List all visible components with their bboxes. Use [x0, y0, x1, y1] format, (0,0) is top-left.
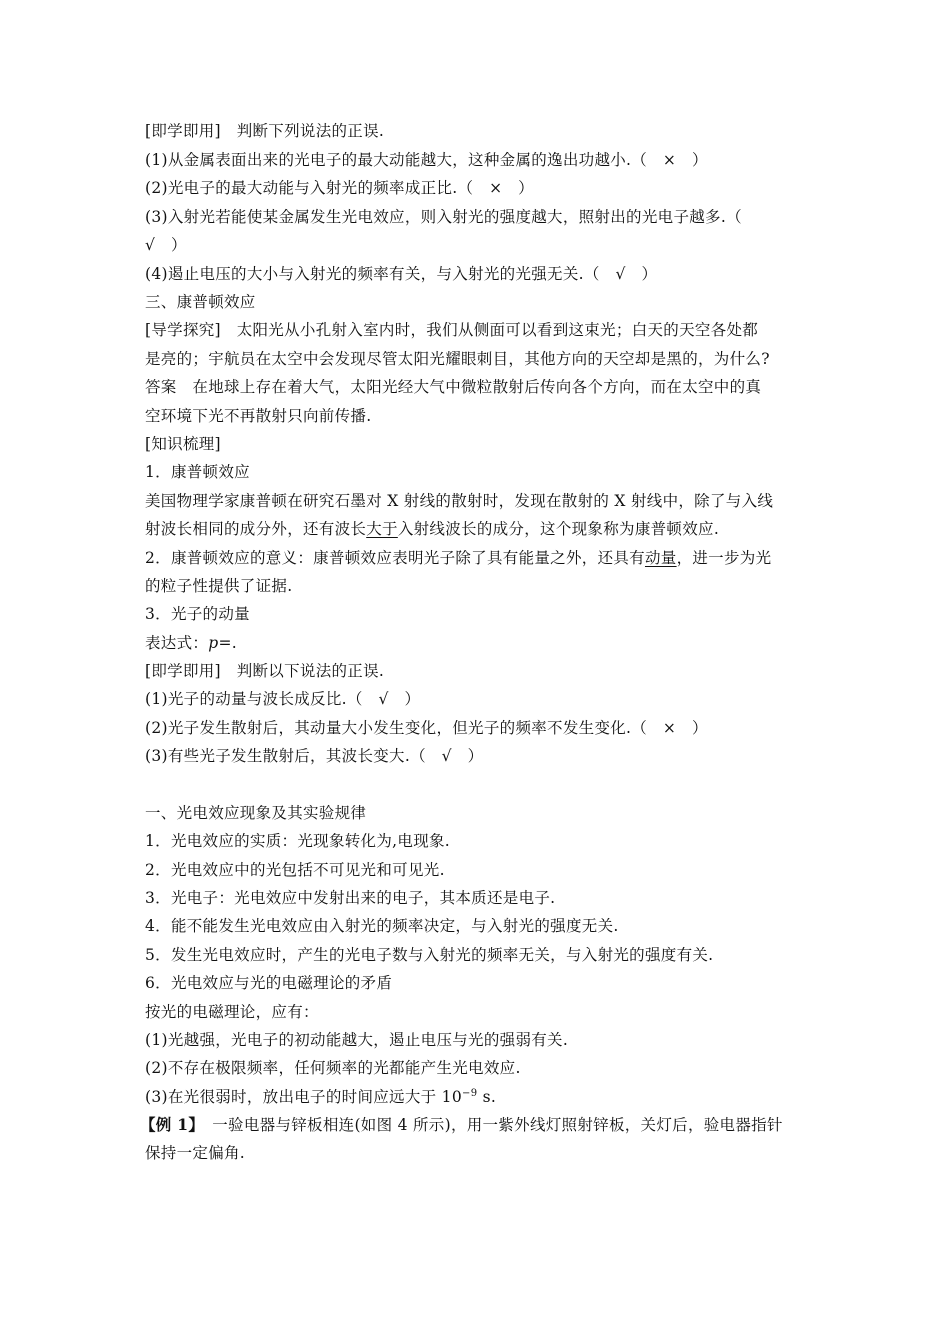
compton-significance-line-1: [145, 548, 825, 568]
rule-item-4: 4．能不能发生光电效应由入射光的频率决定，与入射光的强度无关.: [145, 917, 619, 935]
momentum-expression: [145, 633, 825, 653]
em-theory-item-3: [145, 1087, 825, 1107]
rule-item-2: 2．光电效应中的光包括不可见光和可见光.: [145, 861, 445, 879]
text-run: 2．康普顿效应的意义：康普顿效应表明光子除了具有能量之外，还具有: [145, 549, 645, 567]
judgement-item-7: (3)有些光子发生散射后，其波长变大.（ √ ）: [145, 747, 484, 765]
judgement-item-4: (4)遏止电压的大小与入射光的频率有关，与入射光的光强无关.（ √ ）: [145, 265, 658, 283]
judgement-item-3: (3)入射光若能使某金属发生光电效应，则入射光的强度越大，照射出的光电子越多.（: [145, 208, 742, 226]
example-1-line-1: [140, 1115, 820, 1135]
example-label: 【例 1】: [140, 1115, 197, 1134]
section-heading-photoelectric: 一、光电效应现象及其实验规律: [145, 804, 367, 822]
text-run: =.: [218, 634, 237, 652]
section-heading-compton: 三、康普顿效应: [145, 293, 256, 311]
answer-line-2: 空环境下光不再散射只向前传播.: [145, 407, 372, 425]
guided-inquiry-line-1: [导学探究] 太阳光从小孔射入室内时，我们从侧面可以看到这束光；白天的天空各处都: [145, 321, 759, 339]
judgement-item-3-answer: √ ）: [145, 236, 187, 254]
answer-line-1: 答案 在地球上存在着大气，太阳光经大气中微粒散射后传向各个方向，而在太空中的真: [145, 378, 762, 396]
subheading-photon-momentum: 3．光子的动量: [145, 605, 250, 623]
text-run: 入射线波长的成分，这个现象称为康普顿效应.: [397, 520, 720, 538]
em-theory-item-2: (2)不存在极限频率，任何频率的光都能产生光电效应.: [145, 1059, 521, 1077]
rule-item-3: 3．光电子：光电效应中发射出来的电子，其本质还是电子.: [145, 889, 556, 907]
judgement-item-2: (2)光电子的最大动能与入射光的频率成正比.（ × ）: [145, 179, 534, 197]
compton-paragraph-line-2: [145, 519, 825, 539]
compton-paragraph-line-1: 美国物理学家康普顿在研究石墨对 X 射线的散射时，发现在散射的 X 射线中，除了与入线: [145, 492, 774, 510]
compton-significance-line-2: 的粒子性提供了证据.: [145, 577, 293, 595]
example-1-line-2: 保持一定偏角.: [145, 1144, 246, 1162]
text-run: 表达式：: [145, 634, 209, 652]
judgement-item-1: (1)从金属表面出来的光电子的最大动能越大，这种金属的逸出功越小.（ × ）: [145, 151, 708, 169]
exponent: −9: [462, 1087, 478, 1099]
subheading-compton-effect: 1．康普顿效应: [145, 463, 250, 481]
blank-answer-momentum: 动量: [644, 549, 677, 567]
text-run: 射波长相同的成分外，还有波长: [145, 520, 367, 538]
guided-inquiry-line-2: 是亮的；宇航员在太空中会发现尽管太阳光耀眼刺目，其他方向的天空却是黑的，为什么?: [145, 350, 770, 368]
knowledge-heading: [知识梳理]: [145, 435, 221, 453]
text-run: s.: [477, 1088, 497, 1106]
text-run: 一验电器与锌板相连(如图 4 所示)，用一紫外线灯照射锌板，关灯后，验电器指针: [196, 1116, 783, 1134]
rule-item-1: 1．光电效应的实质：光现象转化为,电现象.: [145, 832, 451, 850]
text-run: ，进一步为光: [676, 549, 772, 567]
judgement-item-5: (1)光子的动量与波长成反比.（ √ ）: [145, 690, 421, 708]
text-run: (3)在光很弱时，放出电子的时间应远大于 10: [145, 1088, 463, 1106]
symbol-p: p: [208, 634, 219, 652]
practice-heading-1: [即学即用] 判断下列说法的正误.: [145, 122, 385, 140]
rule-item-5: 5．发生光电效应时，产生的光电子数与入射光的频率无关，与入射光的强度有关.: [145, 946, 714, 964]
em-theory-intro: 按光的电磁理论，应有：: [145, 1003, 319, 1021]
rule-item-6: 6．光电效应与光的电磁理论的矛盾: [145, 974, 393, 992]
em-theory-item-1: (1)光越强，光电子的初动能越大，遏止电压与光的强弱有关.: [145, 1031, 569, 1049]
practice-heading-2: [即学即用] 判断以下说法的正误.: [145, 662, 385, 680]
judgement-item-6: (2)光子发生散射后，其动量大小发生变化，但光子的频率不发生变化.（ × ）: [145, 719, 708, 737]
blank-answer-larger: 大于: [366, 520, 398, 538]
